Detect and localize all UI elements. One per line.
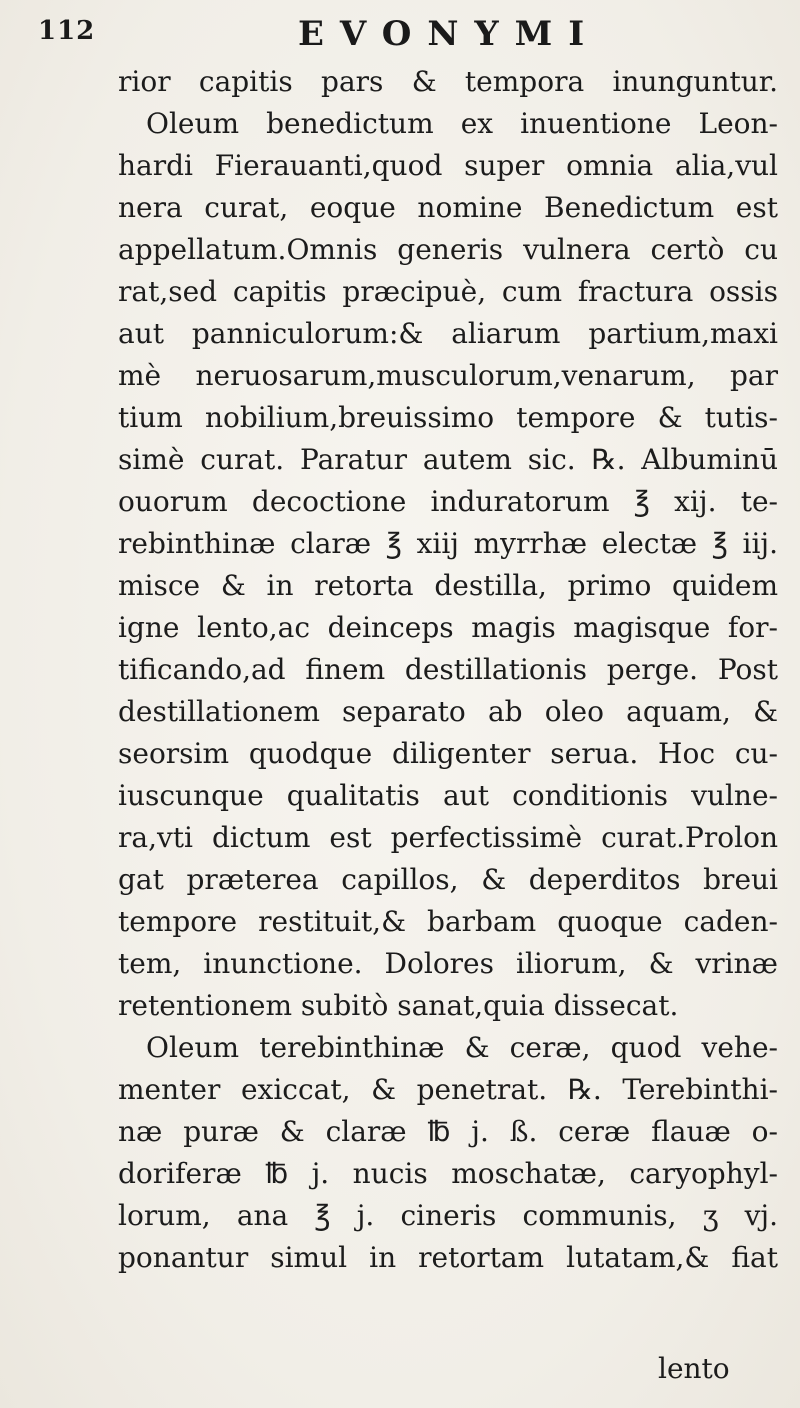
text-line: seorsim quodque diligenter serua. Hoc cu- xyxy=(118,737,778,770)
text-line: simè curat. Paratur autem sic. ℞. Albuminū xyxy=(118,443,778,476)
text-line: tempore restituit,& barbam quoque caden- xyxy=(118,905,778,938)
text-line: destillationem separato ab oleo aquam, & xyxy=(118,695,778,728)
text-line: ponantur simul in retortam lutatam,& fiat xyxy=(118,1241,778,1274)
text-line: menter exiccat, & penetrat. ℞. Terebinthi- xyxy=(118,1073,778,1106)
text-line: næ puræ & claræ ℔ j. ß. ceræ flauæ o- xyxy=(118,1115,778,1148)
text-line: iuscunque qualitatis aut conditionis vulne- xyxy=(118,779,778,812)
text-line: tem, inunctione. Dolores iliorum, & vrinæ xyxy=(118,947,778,980)
text-line: misce & in retorta destilla, primo quidem xyxy=(118,569,778,602)
text-line: doriferæ ℔ j. nucis moschatæ, caryophyl- xyxy=(118,1157,778,1190)
text-line: gat præterea capillos, & deperditos breui xyxy=(118,863,778,896)
text-line: mè neruosarum,musculorum,venarum, par xyxy=(118,359,778,392)
text-line: tificando,ad finem destillationis perge. Post xyxy=(118,653,778,686)
text-line: igne lento,ac deinceps magis magisque for- xyxy=(118,611,778,644)
text-line: ouorum decoctione induratorum ℥ xij. te- xyxy=(118,485,778,518)
running-title: EVONYMI xyxy=(298,14,601,54)
text-line: tium nobilium,breuissimo tempore & tutis- xyxy=(118,401,778,434)
text-line: rebinthinæ claræ ℥ xiij myrrhæ electæ ℥ iij. xyxy=(118,527,778,560)
text-line: rior capitis pars & tempora inunguntur. xyxy=(118,65,778,98)
text-line: rat,sed capitis præcipuè, cum fractura ossis xyxy=(118,275,778,308)
text-line: lorum, ana ℥ j. cineris communis, ʒ vj. xyxy=(118,1199,778,1232)
text-line: appellatum.Omnis generis vulnera certò cu xyxy=(118,233,778,266)
running-head xyxy=(38,12,758,56)
text-line: nera curat, eoque nomine Benedictum est xyxy=(118,191,778,224)
text-line: hardi Fierauanti,quod super omnia alia,vul xyxy=(118,149,778,182)
text-line: retentionem subitò sanat,quia dissecat. xyxy=(118,989,679,1022)
catchword: lento xyxy=(658,1352,730,1385)
text-line: Oleum terebinthinæ & ceræ, quod vehe- xyxy=(146,1031,778,1064)
text-line: Oleum benedictum ex inuentione Leon- xyxy=(146,107,778,140)
text-line: ra,vti dictum est perfectissimè curat.Prolon xyxy=(118,821,778,854)
page-number: 112 xyxy=(38,16,96,46)
text-line: aut panniculorum:& aliarum partium,maxi xyxy=(118,317,778,350)
